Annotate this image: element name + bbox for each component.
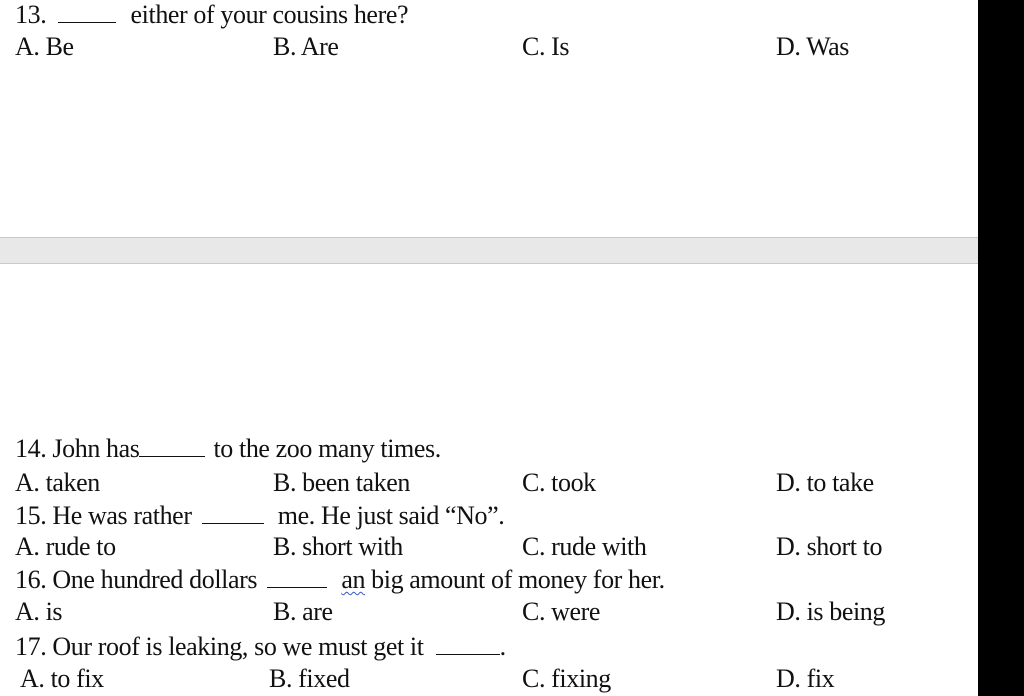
question-14 (15, 434, 441, 464)
question-14-stem: 14. John has (15, 434, 140, 463)
question-16-text: big amount of money for her. (371, 565, 665, 594)
question-15-option-b: B. short with (273, 532, 403, 561)
question-17-option-a: A. to fix (20, 664, 104, 693)
question-14-option-b: B. been taken (273, 468, 411, 497)
grammar-flag-word: an (341, 565, 366, 594)
question-13-option-d: D. Was (776, 32, 850, 61)
question-14-option-c: C. took (522, 468, 596, 497)
question-17-option-d: D. fix (776, 664, 835, 693)
question-17-option-c: C. fixing (522, 664, 611, 693)
question-15-option-c: C. rude with (522, 532, 647, 561)
question-16 (15, 565, 665, 595)
question-15-stem: 15. He was rather (15, 501, 192, 530)
question-14-option-d: D. to take (776, 468, 874, 497)
question-14-text: to the zoo many times. (213, 434, 441, 463)
question-13-option-a: A. Be (15, 32, 74, 61)
question-16-stem: 16. One hundred dollars (15, 565, 258, 594)
document-page-top (0, 0, 978, 237)
question-17-option-b: B. fixed (269, 664, 350, 693)
question-15 (15, 501, 504, 531)
question-16-option-a: A. is (15, 597, 63, 626)
question-13-number: 13. (15, 0, 47, 29)
right-edge-black-bar (978, 0, 1024, 696)
question-16-option-b: B. are (273, 597, 333, 626)
question-17-stem: 17. Our roof is leaking, so we must get it (15, 632, 424, 661)
document-page-bottom (0, 264, 978, 696)
question-17-text: . (499, 632, 506, 661)
page-break-gap (0, 237, 978, 264)
question-15-blank (202, 503, 264, 524)
question-15-option-d: D. short to (776, 532, 883, 561)
question-14-option-a: A. taken (15, 468, 100, 497)
question-13-blank (58, 2, 116, 23)
question-16-option-d: D. is being (776, 597, 885, 626)
question-17-blank (436, 634, 500, 655)
question-15-option-a: A. rude to (15, 532, 116, 561)
question-13-option-c: C. Is (522, 32, 570, 61)
question-13-option-b: B. Are (273, 32, 339, 61)
question-13-text: either of your cousins here? (130, 0, 409, 29)
question-13 (15, 0, 408, 30)
question-17 (15, 632, 506, 662)
question-14-blank (139, 436, 205, 457)
question-15-text: me. He just said “No”. (277, 501, 505, 530)
question-16-blank (267, 567, 327, 588)
question-16-option-c: C. were (522, 597, 601, 626)
